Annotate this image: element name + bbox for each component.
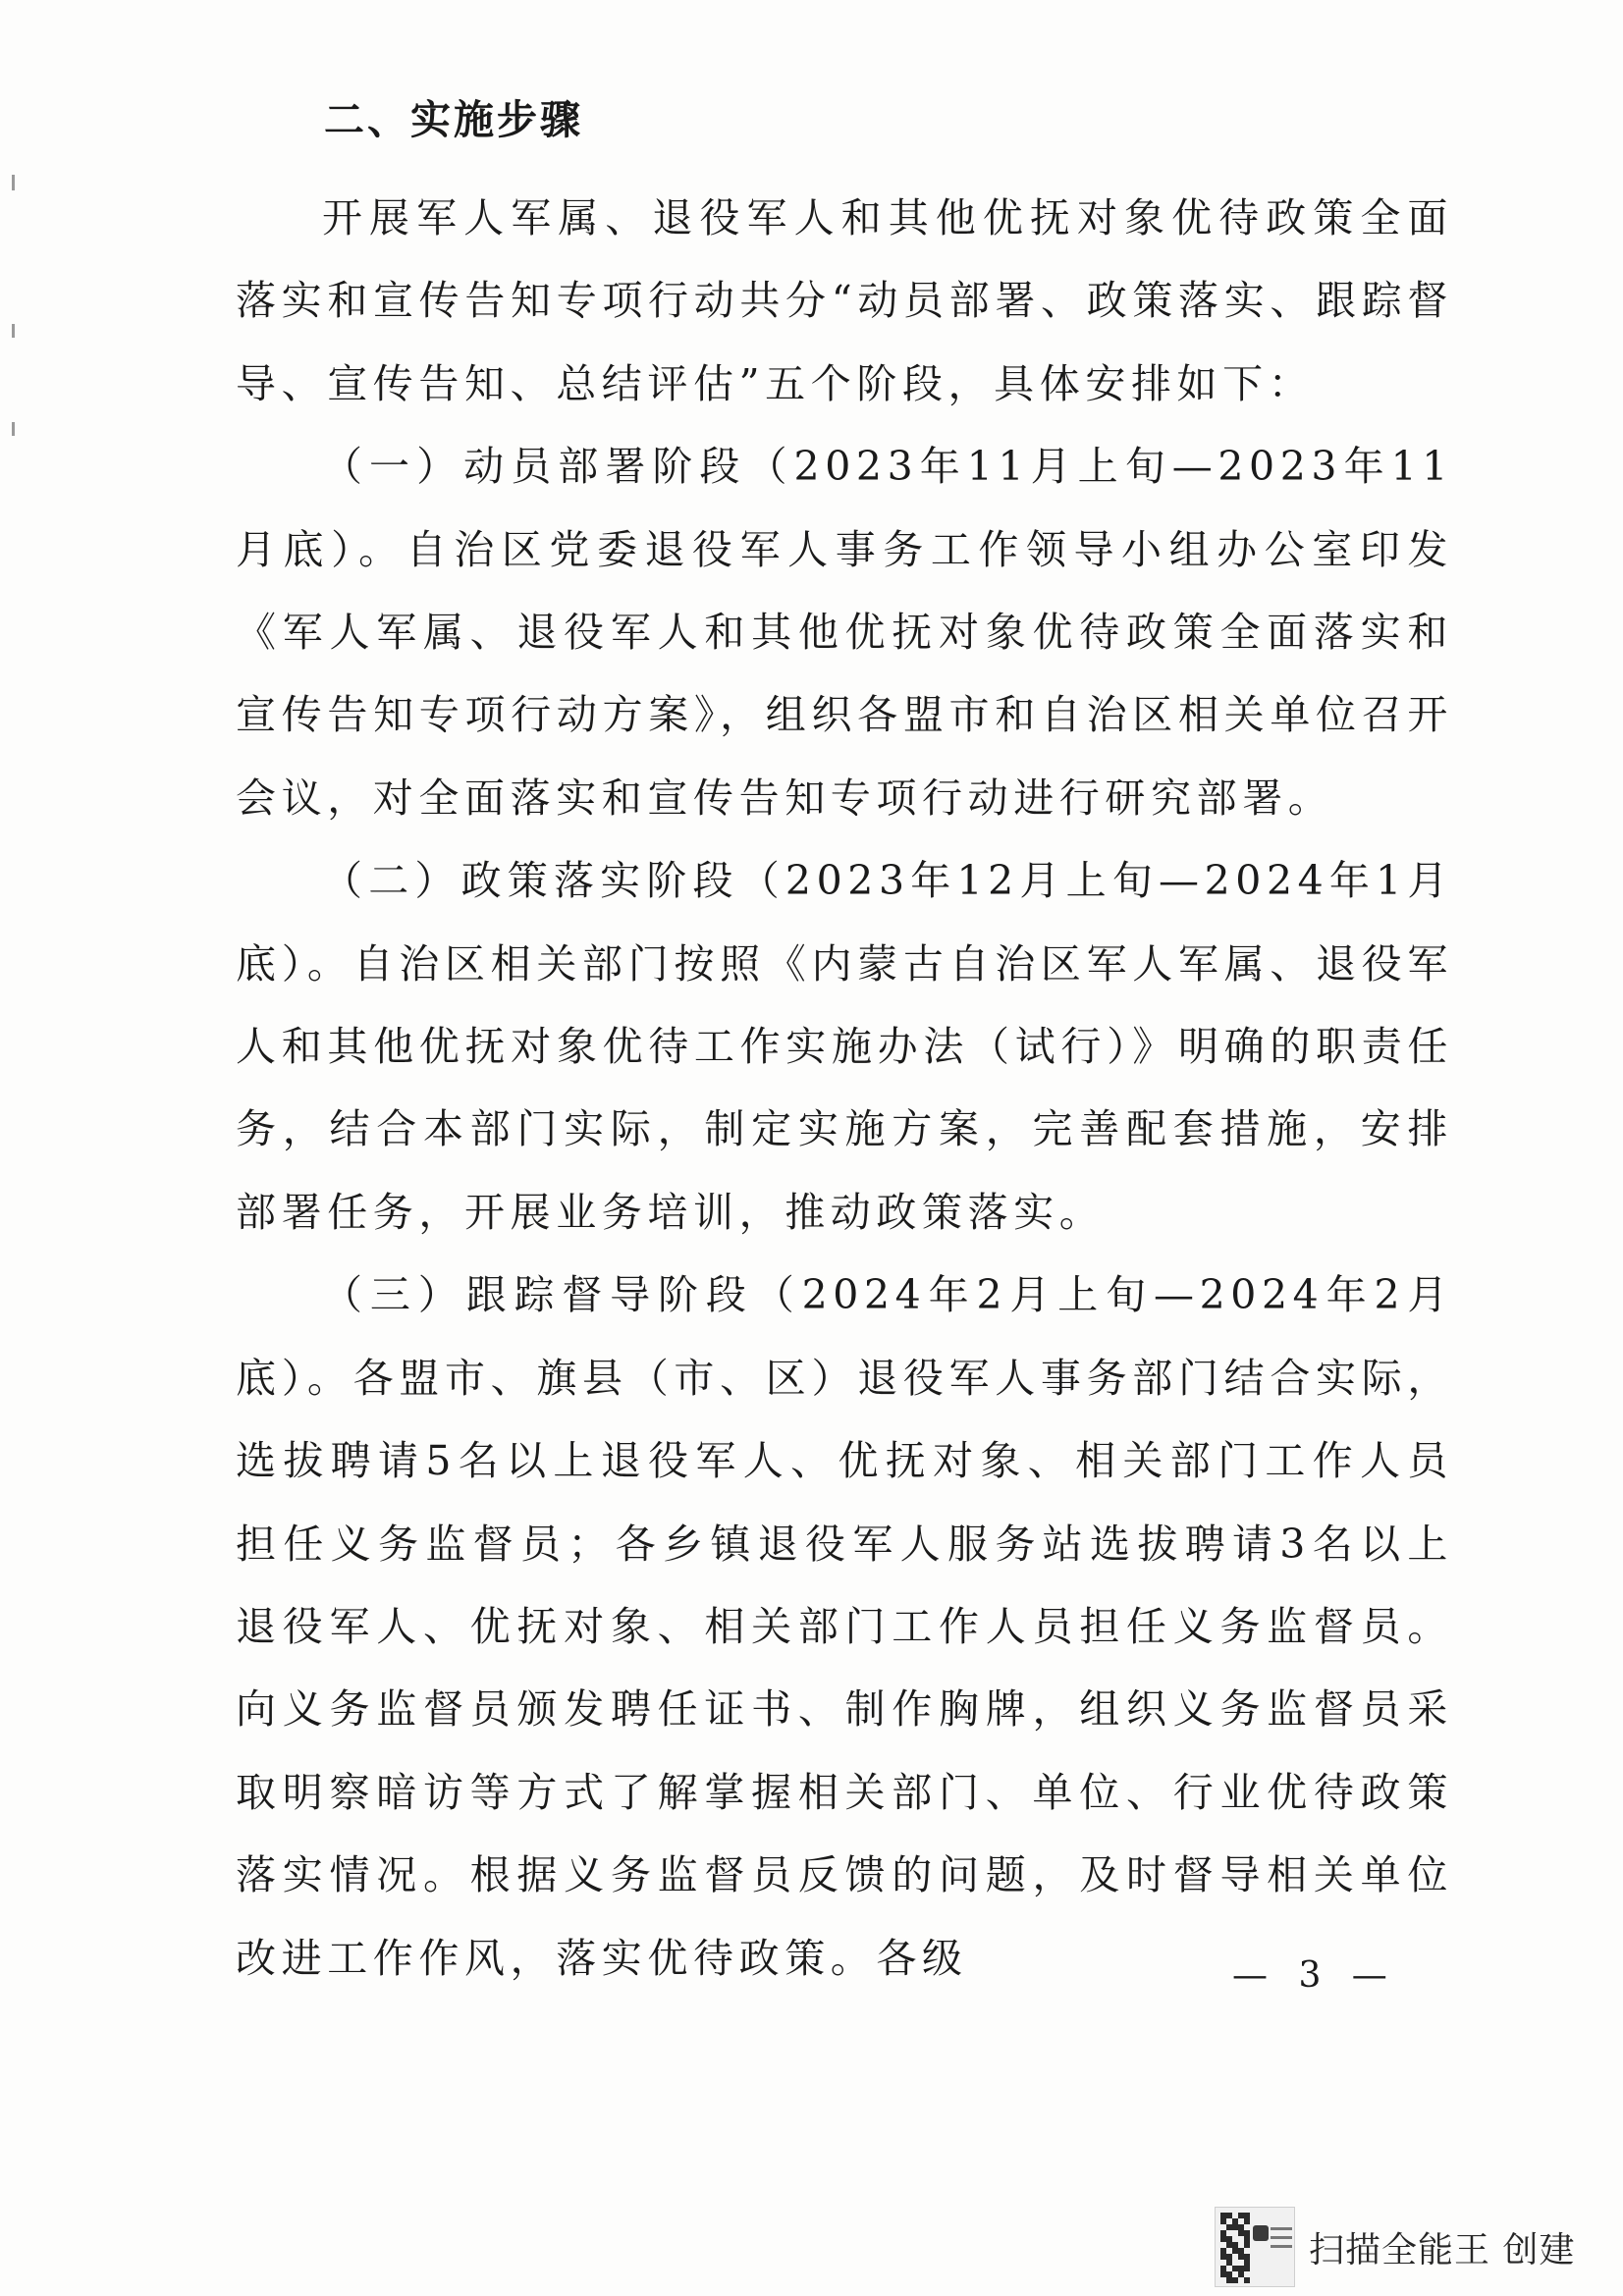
scanner-logo-icon	[1253, 2225, 1269, 2241]
scan-edge-mark	[12, 175, 15, 190]
paragraph-intro: 开展军人军属、退役军人和其他优抚对象优待政策全面落实和宣传告知专项行动共分“动员部署、政策落实、跟踪督导、宣传告知、总结评估”五个阶段，具体安排如下：	[236, 194, 1453, 407]
paragraph-stage-3: （三）跟踪督导阶段（2024年2月上旬—2024年2月底）。各盟市、旗县（市、区）退役军人事务部门结合实际，选拔聘请5名以上退役军人、优抚对象、相关部门工作人员担任义务监督员；各乡镇退役军人服务站选拔聘请3名以上退役军人、优抚对象、相关部门工作人员担任义务监督员。向义务监督员颁发聘任证书、制作胸牌，组织义务监督员采取明察暗访等方式了解掌握相关部门、单位、行业优待政策落实情况。根据义务监督员反馈的问题，及时督导相关单位改进工作作风，落实优待政策。各级	[236, 1271, 1453, 1982]
page-number: — 3 —	[1232, 1955, 1397, 1996]
watermark-text: 扫描全能王 创建	[1309, 2229, 1576, 2270]
paragraph-stage-2: （二）政策落实阶段（2023年12月上旬—2024年1月底）。自治区相关部门按照《内蒙古自治区军人军属、退役军人和其他优抚对象优待工作实施办法（试行）》明确的职责任务，结合本部门实际，制定实施方案，完善配套措施，安排部署任务，开展业务培训，推动政策落实。	[236, 857, 1453, 1236]
body-text	[236, 177, 1453, 2000]
scan-edge-mark	[12, 422, 15, 436]
scan-edge-mark	[12, 324, 15, 338]
paragraph-stage-1: （一）动员部署阶段（2023年11月上旬—2023年11月底）。自治区党委退役军人事务工作领导小组办公室印发《军人军属、退役军人和其他优抚对象优待政策全面落实和宣传告知专项行动方案》，组织各盟市和自治区相关单位召开会议，对全面落实和宣传告知专项行动进行研究部署。	[236, 443, 1453, 822]
qr-code-icon	[1215, 2207, 1295, 2287]
section-heading: 二、实施步骤	[324, 96, 583, 143]
scanner-watermark	[1215, 2203, 1575, 2291]
